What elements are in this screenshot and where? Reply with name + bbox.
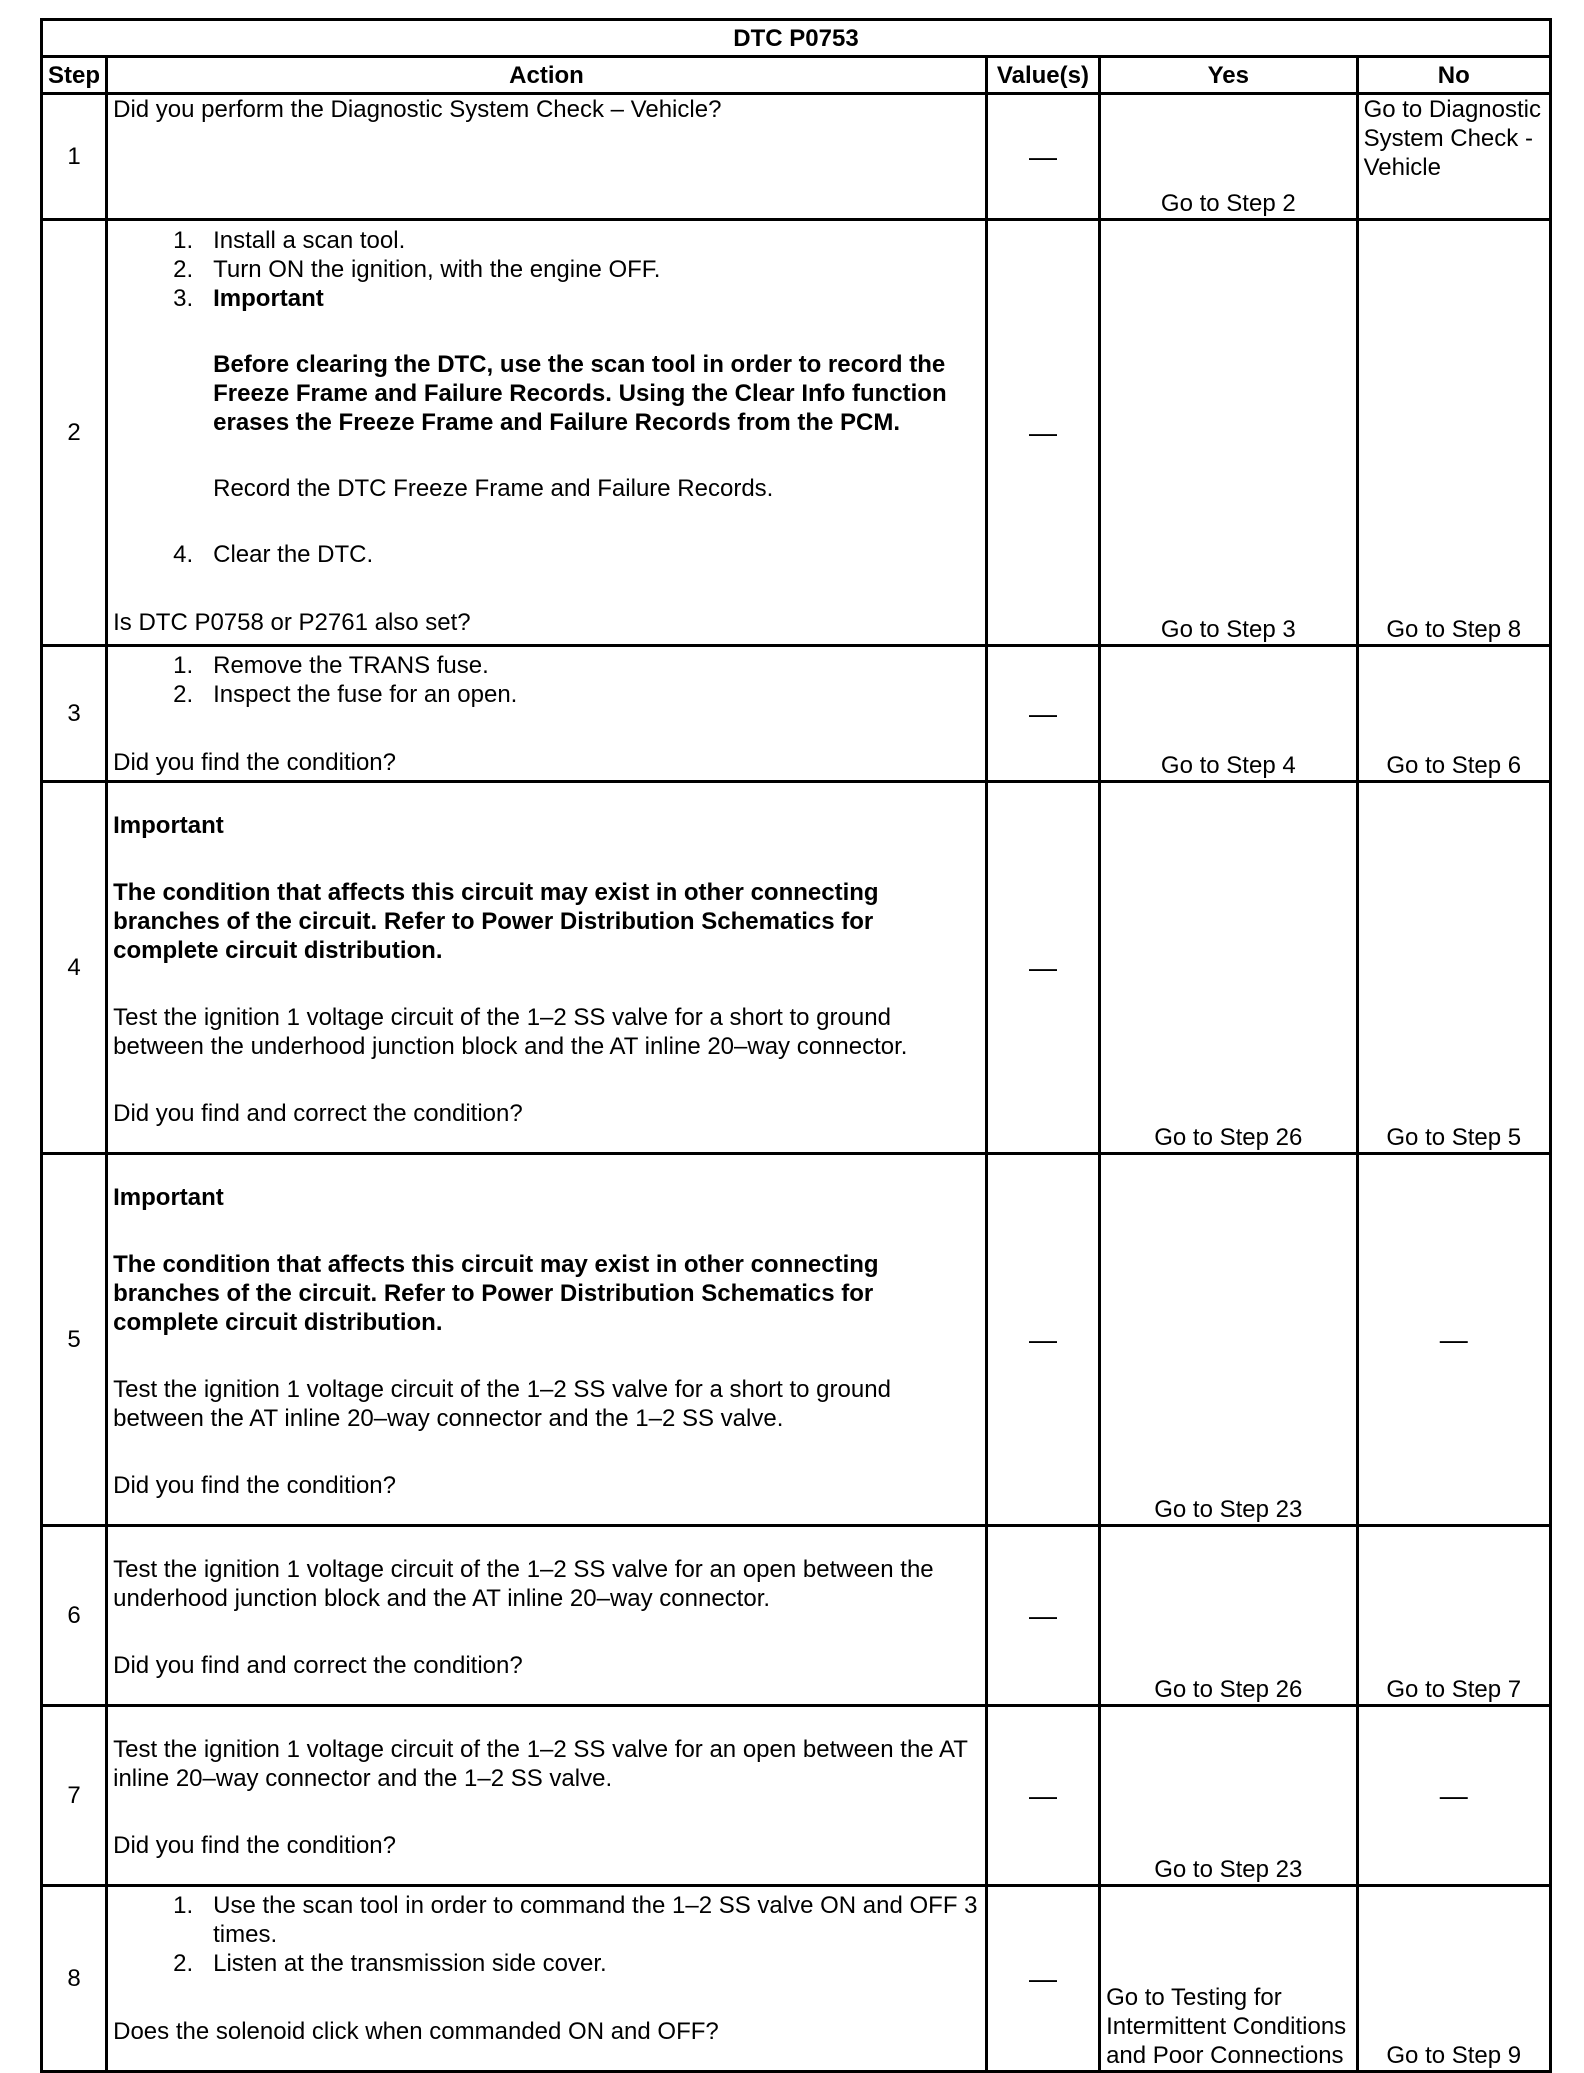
list-item: 2. Turn ON the ignition, with the engine OFF. bbox=[173, 256, 661, 283]
header-values: Value(s) bbox=[986, 57, 1099, 94]
action-cell bbox=[107, 94, 987, 220]
action-list bbox=[113, 651, 980, 709]
no-cell: Go to Step 9 bbox=[1357, 1886, 1550, 2072]
important-note: Before clearing the DTC, use the scan tool in order to record the Freeze Frame and Failure Records. Using the Clear Info function erases the Freeze Frame and Failure Records from the PCM. bbox=[213, 351, 947, 436]
test-instruction: Test the ignition 1 voltage circuit of the 1–2 SS valve for an open between the underhood junction block and the AT inline 20–way connector. bbox=[113, 1556, 934, 1612]
test-instruction: Test the ignition 1 voltage circuit of the 1–2 SS valve for a short to ground between the underhood junction block and the AT inline 20–way connector. bbox=[113, 1004, 908, 1060]
test-instruction: Test the ignition 1 voltage circuit of the 1–2 SS valve for an open between the AT inline 20–way connector and the 1–2 SS valve. bbox=[113, 1736, 968, 1792]
record-instruction: Record the DTC Freeze Frame and Failure Records. bbox=[213, 475, 774, 502]
value-cell: — bbox=[986, 1526, 1099, 1706]
title-row bbox=[42, 20, 1551, 57]
table-row bbox=[42, 1706, 1551, 1886]
step-number: 2 bbox=[42, 220, 107, 646]
step-number: 6 bbox=[42, 1526, 107, 1706]
action-cell bbox=[107, 1886, 987, 2072]
value-cell: — bbox=[986, 782, 1099, 1154]
action-question: Did you find the condition? bbox=[113, 1472, 396, 1499]
no-cell: Go to Step 5 bbox=[1357, 782, 1550, 1154]
table-row bbox=[42, 94, 1551, 220]
list-item: 2. Inspect the fuse for an open. bbox=[173, 681, 518, 708]
table-row bbox=[42, 1886, 1551, 2072]
header-action: Action bbox=[107, 57, 987, 94]
yes-cell: Go to Step 26 bbox=[1100, 1526, 1358, 1706]
list-item: 3. Important bbox=[173, 285, 324, 312]
list-item: 1. Use the scan tool in order to command the 1–2 SS valve ON and OFF 3 times. bbox=[173, 1892, 978, 1948]
important-label: Important bbox=[113, 812, 224, 839]
step-number: 5 bbox=[42, 1154, 107, 1526]
action-question: Did you find and correct the condition? bbox=[113, 1100, 523, 1127]
yes-cell: Go to Step 23 bbox=[1100, 1154, 1358, 1526]
action-cell bbox=[107, 1706, 987, 1886]
action-question: Did you find and correct the condition? bbox=[113, 1652, 523, 1679]
step-number: 7 bbox=[42, 1706, 107, 1886]
value-cell: — bbox=[986, 220, 1099, 646]
list-item: 2. Listen at the transmission side cover. bbox=[173, 1950, 607, 1977]
no-cell: Go to Diagnostic System Check - Vehicle bbox=[1357, 94, 1550, 220]
action-list bbox=[113, 540, 980, 569]
header-no: No bbox=[1357, 57, 1550, 94]
no-cell: — bbox=[1357, 1706, 1550, 1886]
yes-cell: Go to Step 4 bbox=[1100, 646, 1358, 782]
yes-cell: Go to Step 23 bbox=[1100, 1706, 1358, 1886]
action-question: Did you perform the Diagnostic System Check – Vehicle? bbox=[113, 96, 722, 123]
header-step: Step bbox=[42, 57, 107, 94]
dtc-table bbox=[40, 18, 1552, 2073]
action-question: Does the solenoid click when commanded ON and OFF? bbox=[113, 2018, 719, 2045]
action-question: Did you find the condition? bbox=[113, 1832, 396, 1859]
table-row bbox=[42, 646, 1551, 782]
table-row bbox=[42, 220, 1551, 646]
step-number: 3 bbox=[42, 646, 107, 782]
important-note: The condition that affects this circuit may exist in other connecting branches of the circuit. Refer to Power Distribution Schematics for complete circuit distribution. bbox=[113, 879, 879, 964]
test-instruction: Test the ignition 1 voltage circuit of the 1–2 SS valve for a short to ground between the AT inline 20–way connector and the 1–2 SS valve. bbox=[113, 1376, 891, 1432]
no-cell: Go to Step 8 bbox=[1357, 220, 1550, 646]
no-cell: Go to Step 7 bbox=[1357, 1526, 1550, 1706]
list-item: 1. Install a scan tool. bbox=[173, 227, 406, 254]
yes-cell: Go to Step 26 bbox=[1100, 782, 1358, 1154]
step-number: 1 bbox=[42, 94, 107, 220]
step-number: 8 bbox=[42, 1886, 107, 2072]
yes-cell: Go to Step 2 bbox=[1100, 94, 1358, 220]
table-row bbox=[42, 782, 1551, 1154]
list-item: 1. Remove the TRANS fuse. bbox=[173, 652, 489, 679]
yes-cell: Go to Step 3 bbox=[1100, 220, 1358, 646]
action-cell bbox=[107, 220, 987, 646]
no-cell: Go to Step 6 bbox=[1357, 646, 1550, 782]
action-list bbox=[113, 226, 980, 313]
value-cell: — bbox=[986, 94, 1099, 220]
important-label: Important bbox=[113, 1184, 224, 1211]
table-row bbox=[42, 1526, 1551, 1706]
important-note: The condition that affects this circuit may exist in other connecting branches of the circuit. Refer to Power Distribution Schematics for complete circuit distribution. bbox=[113, 1251, 879, 1336]
step-number: 4 bbox=[42, 782, 107, 1154]
action-cell bbox=[107, 646, 987, 782]
value-cell: — bbox=[986, 1154, 1099, 1526]
value-cell: — bbox=[986, 1706, 1099, 1886]
table-title: DTC P0753 bbox=[42, 20, 1551, 57]
no-cell: — bbox=[1357, 1154, 1550, 1526]
action-cell bbox=[107, 1154, 987, 1526]
header-row bbox=[42, 57, 1551, 94]
table-row bbox=[42, 1154, 1551, 1526]
action-cell bbox=[107, 1526, 987, 1706]
header-yes: Yes bbox=[1100, 57, 1358, 94]
action-question: Is DTC P0758 or P2761 also set? bbox=[113, 609, 471, 636]
action-list bbox=[113, 1891, 980, 1978]
value-cell: — bbox=[986, 646, 1099, 782]
list-item: 4. Clear the DTC. bbox=[173, 541, 374, 568]
action-cell bbox=[107, 782, 987, 1154]
action-question: Did you find the condition? bbox=[113, 749, 396, 776]
yes-cell: Go to Testing for Intermittent Conditions and Poor Connections bbox=[1100, 1886, 1358, 2072]
value-cell: — bbox=[986, 1886, 1099, 2072]
